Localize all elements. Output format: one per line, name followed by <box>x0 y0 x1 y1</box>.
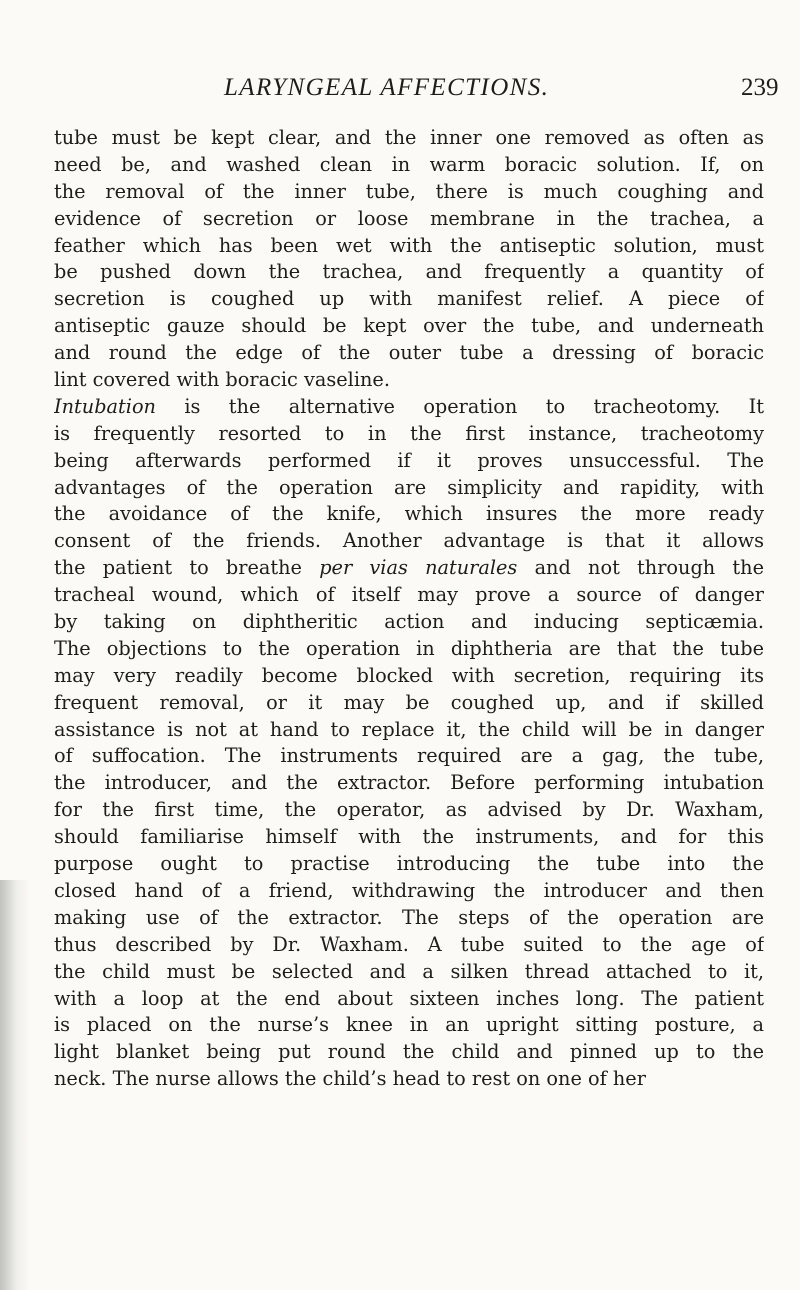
text-segment: advantages of the operation are simplicity and rapidity, with <box>54 475 764 499</box>
text-line <box>54 286 764 313</box>
text-segment: tracheal wound, which of itself may prove a source of danger <box>54 583 764 607</box>
text-segment: with a loop at the end about sixteen inches long. The patient <box>54 986 764 1010</box>
text-line <box>54 717 764 744</box>
text-line <box>54 421 764 448</box>
text-segment: light blanket being put round the child and pinned up to the <box>54 1040 764 1064</box>
text-line <box>54 179 764 206</box>
text-line <box>54 663 764 690</box>
text-segment: need be, and washed clean in warm boracic solution. If, on <box>54 152 764 176</box>
text-line <box>54 986 764 1013</box>
text-line <box>54 206 764 233</box>
text-segment: the introducer, and the extractor. Before performing intubation <box>54 771 764 795</box>
text-segment: may very readily become blocked with secretion, requiring its <box>54 663 764 687</box>
text-segment: closed hand of a friend, withdrawing the introducer and then <box>54 878 764 902</box>
text-segment: the child must be selected and a silken thread attached to it, <box>54 959 764 983</box>
text-line <box>54 475 764 502</box>
page-edge-shadow <box>0 880 30 1290</box>
text-line <box>54 1066 764 1093</box>
text-segment: neck. The nurse allows the child’s head to rest on one of her <box>54 1067 646 1091</box>
text-segment: the removal of the inner tube, there is much coughing and <box>54 179 764 203</box>
text-line <box>54 394 764 421</box>
text-line <box>54 905 764 932</box>
text-segment: be pushed down the trachea, and frequently a quantity of <box>54 260 764 284</box>
text-segment: the patient to breathe <box>54 556 320 580</box>
text-line <box>54 367 764 394</box>
text-segment: purpose ought to practise introducing the tube into the <box>54 852 764 876</box>
text-line <box>54 1039 764 1066</box>
text-line <box>54 528 764 555</box>
text-segment: consent of the friends. Another advantage is that it allows <box>54 529 764 553</box>
text-line <box>54 233 764 260</box>
text-segment: tube must be kept clear, and the inner one removed as often as <box>54 126 764 149</box>
text-segment: thus described by Dr. Waxham. A tube suited to the age of <box>54 932 764 956</box>
text-segment: secretion is coughed up with manifest relief. A piece of <box>54 287 764 311</box>
text-segment: of suffocation. The instruments required are a gag, the tube, <box>54 744 764 768</box>
text-segment: is the alternative operation to tracheotomy. It <box>155 394 764 418</box>
running-title: LARYNGEAL AFFECTIONS. <box>224 74 550 101</box>
text-line <box>54 1012 764 1039</box>
text-segment: is frequently resorted to in the first instance, tracheotomy <box>54 421 764 445</box>
text-segment: feather which has been wet with the antiseptic solution, must <box>54 233 764 257</box>
text-line <box>54 690 764 717</box>
text-line <box>54 932 764 959</box>
text-line <box>54 878 764 905</box>
text-segment: antiseptic gauze should be kept over the tube, and underneath <box>54 314 764 338</box>
text-line <box>54 959 764 986</box>
text-line <box>54 501 764 528</box>
text-segment: being afterwards performed if it proves unsuccessful. The <box>54 448 764 472</box>
text-segment: lint covered with boracic vaseline. <box>54 368 390 392</box>
text-segment: should familiarise himself with the instruments, and for this <box>54 825 764 849</box>
text-line <box>54 340 764 367</box>
text-line <box>54 797 764 824</box>
text-segment: assistance is not at hand to replace it, the child will be in danger <box>54 717 764 741</box>
text-segment: by taking on diphtheritic action and inducing septicæmia. <box>54 610 764 634</box>
text-line <box>54 313 764 340</box>
italic-phrase: Intubation <box>54 394 156 418</box>
text-line <box>54 851 764 878</box>
italic-phrase: per vias naturales <box>319 556 518 580</box>
text-segment: frequent removal, or it may be coughed up, and if skilled <box>54 690 764 714</box>
text-line <box>54 152 764 179</box>
text-segment: and round the edge of the outer tube a dressing of boracic <box>54 341 764 365</box>
text-line <box>54 609 764 636</box>
text-segment: making use of the extractor. The steps of the operation are <box>54 905 764 929</box>
text-line <box>54 125 764 152</box>
running-head <box>0 74 800 110</box>
text-line <box>54 582 764 609</box>
page-number: 239 <box>741 74 779 101</box>
text-segment: for the first time, the operator, as advised by Dr. Waxham, <box>54 798 764 822</box>
text-segment: and not through the <box>517 556 764 580</box>
text-segment: evidence of secretion or loose membrane in the trachea, a <box>54 206 764 230</box>
text-line <box>54 770 764 797</box>
text-segment: is placed on the nurse’s knee in an upright sitting posture, a <box>54 1013 764 1037</box>
text-segment: the avoidance of the knife, which insures the more ready <box>54 502 764 526</box>
body-text <box>54 125 764 1165</box>
text-line <box>54 555 764 582</box>
text-line <box>54 448 764 475</box>
text-line <box>54 636 764 663</box>
text-line <box>54 824 764 851</box>
text-line <box>54 743 764 770</box>
text-segment: The objections to the operation in diphtheria are that the tube <box>54 636 764 660</box>
text-line <box>54 259 764 286</box>
